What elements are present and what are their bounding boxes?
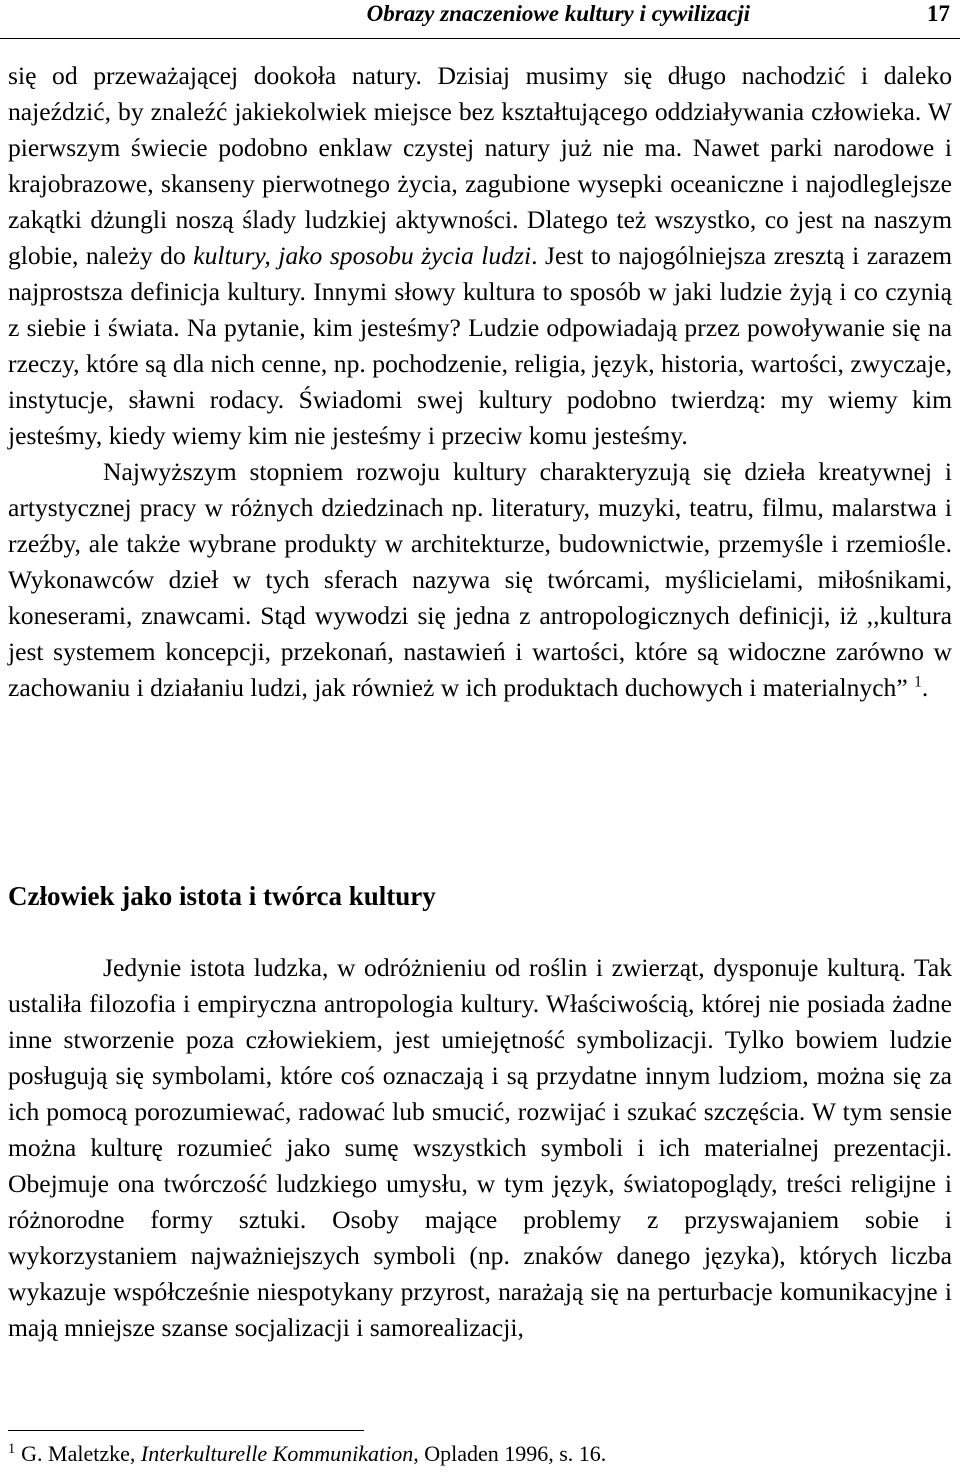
body-text-lower bbox=[8, 950, 952, 1346]
paragraph-1-text-b: . Jest to najogólniejsza zresztą i zarazem najprostsza definicja kultury. Innymi słowy kultura to sposób w jaki ludzie żyją i co czynią z siebie i świata. Na pytanie, kim jesteśmy? Ludzie odpowiadają przez powoływanie się na rzeczy, które są dla nich cenne, np. pochodzenie, religia, język, historia, wartości, zwyczaje, instytucje, sławni rodacy. Świadomi swej kultury podobno twierdzą: my wiemy kim jesteśmy, kiedy wiemy kim nie jesteśmy i przeciw komu jesteśmy. bbox=[8, 241, 953, 450]
paragraph-2-text: Najwyższym stopniem rozwoju kultury charakteryzują się dzieła kreatywnej i artystycznej pracy w różnych dziedzinach np. literatury, muzyki, teatru, filmu, malarstwa i rzeźby, ale także wybrane produkty w architekturze, budownictwie, przemyśle i rzemiośle. Wykonawców dzieł w tych sferach nazywa się twórcami, myślicielami, miłośnikami, koneserami, znawcami. Stąd wywodzi się jedna z antropologicznych definicji, iż ,,kultura jest systemem koncepcji, przekonań, nastawień i wartości, które są widoczne zarówno w zachowaniu i działaniu ludzi, jak również w ich produktach duchowych i materialnych” bbox=[8, 457, 952, 702]
footnote-title: Interkulturelle Kommunikation bbox=[140, 1441, 414, 1466]
paragraph-1 bbox=[8, 58, 952, 454]
running-title: Obrazy znaczeniowe kultury i cywilizacji bbox=[366, 1, 750, 26]
footnote-separator bbox=[8, 1430, 364, 1431]
paragraph-1-text-a: się od przeważającej dookoła natury. Dzisiaj musimy się długo nachodzić i daleko najeździć, by znaleźć jakiekolwiek miejsce bez kształtującego oddziaływania człowieka. W pierwszym świecie podobno enklaw czystej natury już nie ma. Nawet parki narodowe i krajobrazowe, skanseny pierwotnego życia, zagubione wysepki oceaniczne i najodleglejsze zakątki dżungli noszą ślady ludzkiej aktywności. Dlatego też wszystko, co jest na naszym globie, należy do bbox=[8, 61, 952, 270]
paragraph-2-end: . bbox=[921, 673, 929, 702]
paragraph-2 bbox=[8, 454, 952, 706]
paragraph-1-italic: kultury, jako sposobu życia ludzi bbox=[193, 241, 532, 270]
footnote-reference[interactable]: 1 bbox=[914, 673, 922, 691]
body-text-upper bbox=[8, 58, 952, 706]
running-header bbox=[0, 0, 960, 39]
footnote-marker: 1 bbox=[8, 1440, 16, 1457]
footnote-rest: , Opladen 1996, s. 16. bbox=[413, 1441, 607, 1466]
paragraph-3: Jedynie istota ludzka, w odróżnieniu od roślin i zwierząt, dysponuje kulturą. Tak ustaliła filozofia i empiryczna antropologia kultury. Właściwością, której nie posiada żadne inne stworzenie poza człowiekiem, jest umiejętność symbolizacji. Tylko bowiem ludzie posługują się symbolami, które coś oznaczają i są przydatne innym ludziom, można się za ich pomocą porozumiewać, radować lub smucić, rozwijać i szukać szczęścia. W tym sensie można kulturę rozumieć jako sumę wszystkich symboli i ich materialnej prezentacji. Obejmuje ona twórczość ludzkiego umysłu, w tym język, światopoglądy, treści religijne i różnorodne formy sztuki. Osoby mające problemy z przyswajaniem sobie i wykorzystaniem najważniejszych symboli (np. znaków danego języka), których liczba wykazuje współcześnie niespotykany przyrost, narażają się na perturbacje komunikacyjne i mają mniejsze szanse socjalizacji i samorealizacji, bbox=[8, 953, 952, 1342]
footnote-author: G. Maletzke, bbox=[21, 1441, 141, 1466]
footnote bbox=[8, 1438, 606, 1470]
page-number: 17 bbox=[927, 1, 950, 26]
section-heading: Człowiek jako istota i twórca kultury bbox=[8, 881, 436, 911]
